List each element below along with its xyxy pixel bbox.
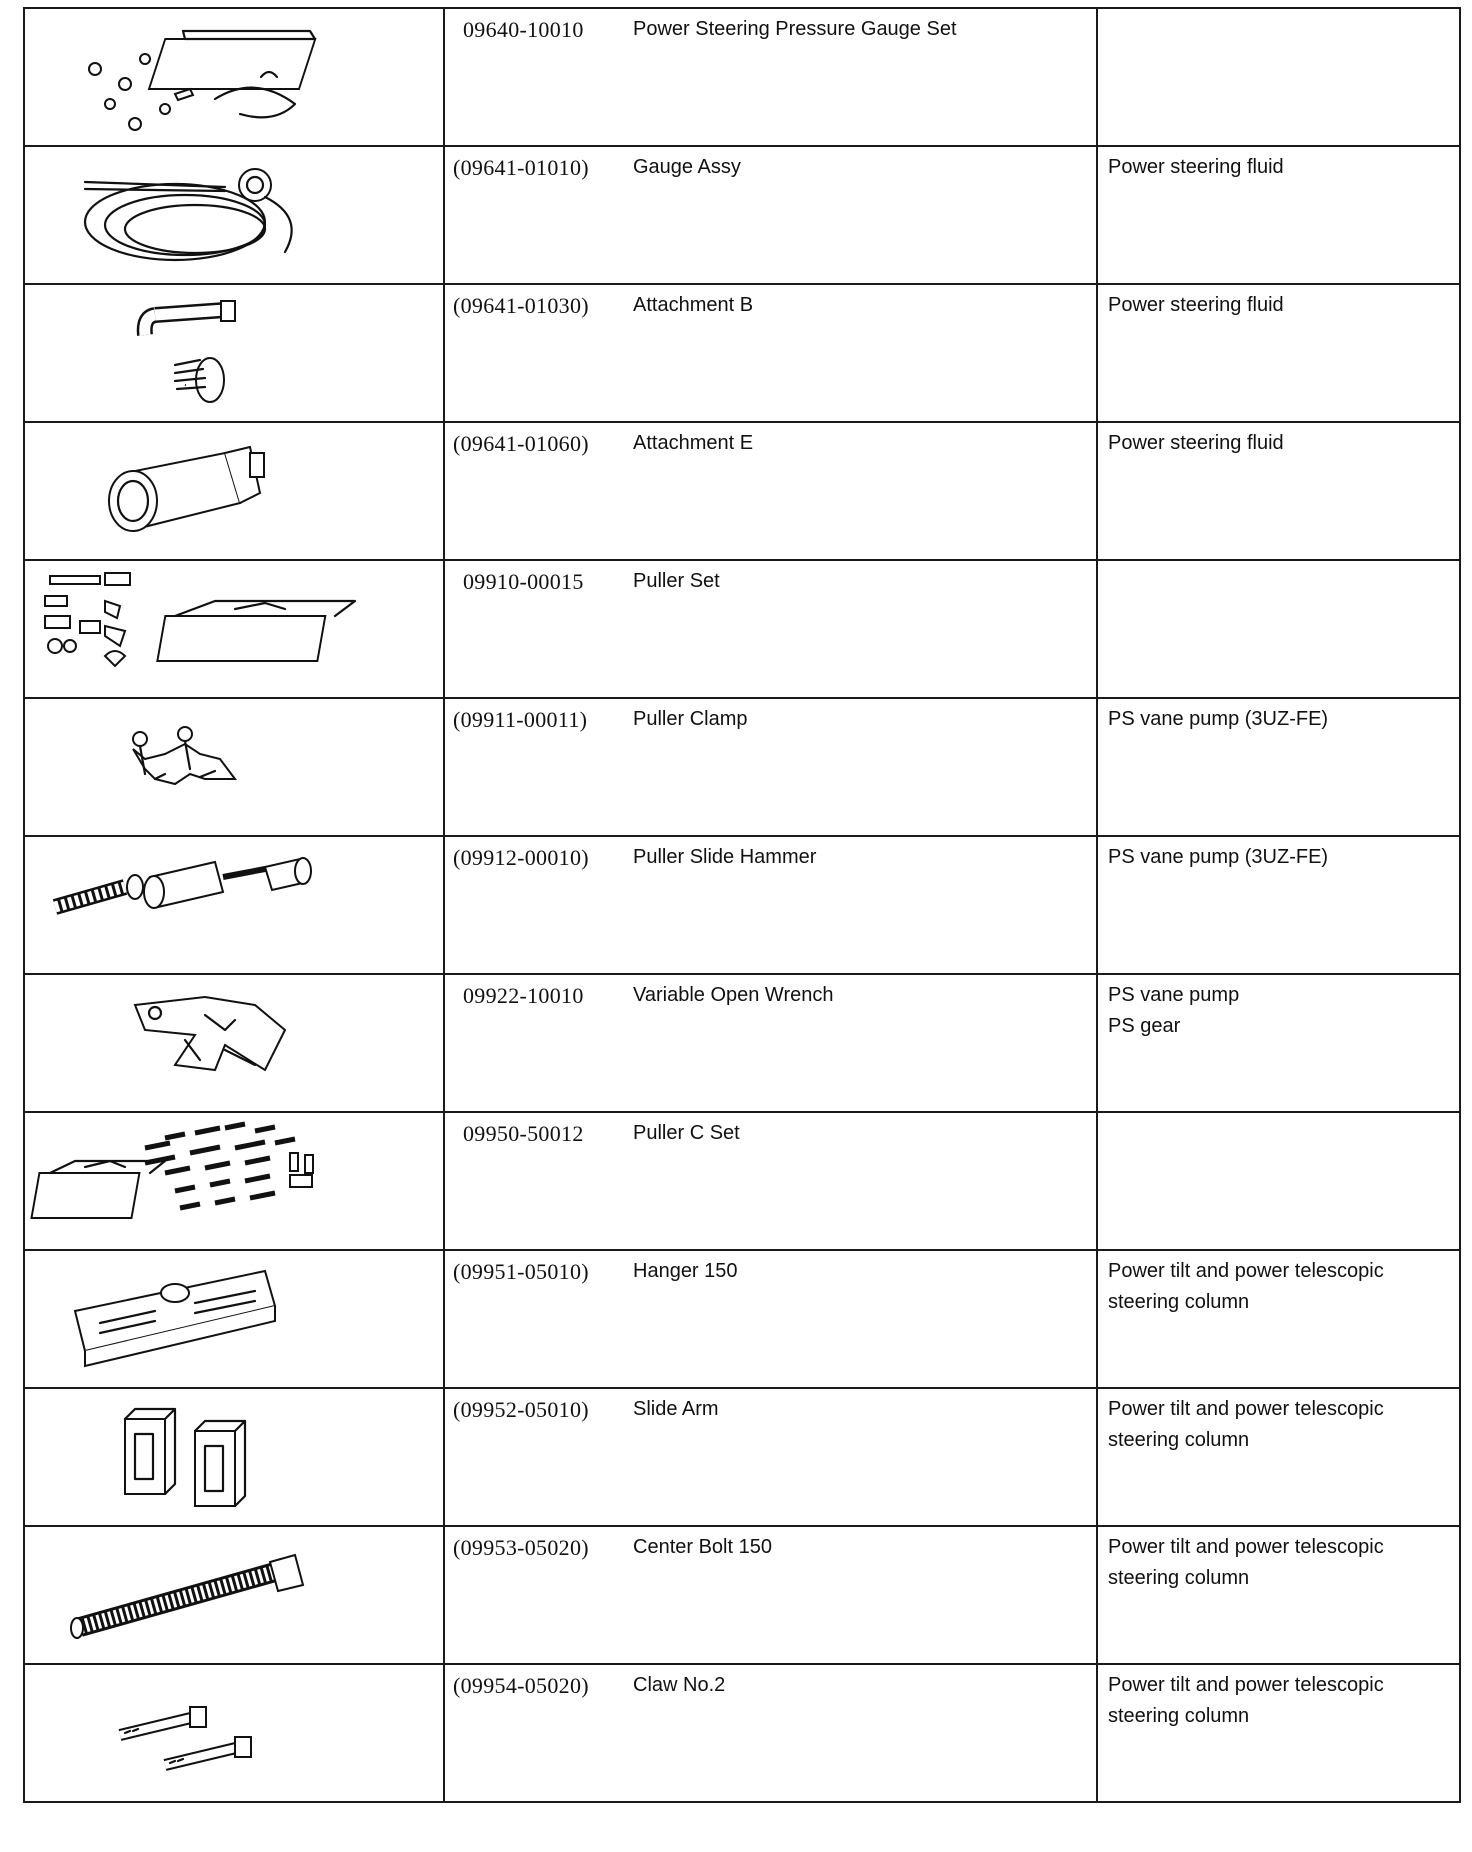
threaded-bolt-icon bbox=[25, 1527, 365, 1661]
tool-illustration-cell bbox=[24, 1664, 444, 1802]
tool-name: Puller Clamp bbox=[633, 708, 748, 730]
tool-illustration-cell bbox=[24, 560, 444, 698]
tool-name: Power Steering Pressure Gauge Set bbox=[633, 18, 957, 40]
usage-cell bbox=[1097, 560, 1460, 698]
table-row bbox=[24, 1526, 1460, 1664]
puller-clamp-icon bbox=[25, 699, 365, 833]
tool-name: Hanger 150 bbox=[633, 1260, 738, 1282]
tool-illustration-cell bbox=[24, 698, 444, 836]
tool-illustration-cell bbox=[24, 284, 444, 422]
tool-name: Puller C Set bbox=[633, 1122, 740, 1144]
usage-line: Power steering fluid bbox=[1108, 156, 1284, 178]
tool-name: Center Bolt 150 bbox=[633, 1536, 772, 1558]
tool-illustration-cell bbox=[24, 8, 444, 146]
gauge-set-case-icon bbox=[25, 9, 365, 143]
usage-line: Power tilt and power telescopic steering column bbox=[1108, 1536, 1384, 1589]
usage-cell bbox=[1097, 8, 1460, 146]
usage-cell bbox=[1097, 1526, 1460, 1664]
usage-cell bbox=[1097, 422, 1460, 560]
tool-name: Claw No.2 bbox=[633, 1674, 726, 1696]
tool-name: Puller Slide Hammer bbox=[633, 846, 817, 868]
part-number: (09641-01060) bbox=[453, 431, 589, 456]
gauge-hose-icon bbox=[25, 147, 365, 281]
table-row bbox=[24, 1112, 1460, 1250]
table-row bbox=[24, 422, 1460, 560]
part-cell bbox=[444, 422, 1097, 560]
part-number: (09911-00011) bbox=[453, 707, 588, 732]
usage-line: PS vane pump (3UZ-FE) bbox=[1108, 846, 1329, 868]
usage-line: Power tilt and power telescopic steering column bbox=[1108, 1260, 1384, 1313]
part-number: 09950-50012 bbox=[463, 1121, 584, 1146]
table-row bbox=[24, 1664, 1460, 1802]
part-cell bbox=[444, 560, 1097, 698]
usage-cell bbox=[1097, 1112, 1460, 1250]
part-cell bbox=[444, 1388, 1097, 1526]
hanger-bar-icon bbox=[25, 1251, 365, 1385]
slide-arm-blocks-icon bbox=[25, 1389, 365, 1523]
tool-illustration-cell bbox=[24, 1250, 444, 1388]
usage-line: Power tilt and power telescopic steering column bbox=[1108, 1674, 1384, 1727]
part-number: 09640-10010 bbox=[463, 17, 584, 42]
usage-cell bbox=[1097, 1388, 1460, 1526]
usage-cell bbox=[1097, 1250, 1460, 1388]
table-row bbox=[24, 8, 1460, 146]
part-number: (09641-01010) bbox=[453, 155, 589, 180]
tool-name: Attachment E bbox=[633, 432, 754, 454]
table-row bbox=[24, 1250, 1460, 1388]
part-number: (09641-01030) bbox=[453, 293, 589, 318]
tool-illustration-cell bbox=[24, 146, 444, 284]
table-row bbox=[24, 560, 1460, 698]
tool-name: Attachment B bbox=[633, 294, 754, 316]
usage-cell bbox=[1097, 836, 1460, 974]
part-cell bbox=[444, 1526, 1097, 1664]
tool-name: Puller Set bbox=[633, 570, 720, 592]
part-cell bbox=[444, 1664, 1097, 1802]
tool-illustration-cell bbox=[24, 974, 444, 1112]
part-cell bbox=[444, 836, 1097, 974]
tool-illustration-cell bbox=[24, 422, 444, 560]
part-number: (09954-05020) bbox=[453, 1673, 589, 1698]
bent-pipe-attachment-icon bbox=[25, 285, 365, 419]
usage-cell bbox=[1097, 146, 1460, 284]
usage-line: PS gear bbox=[1108, 1015, 1181, 1037]
part-cell bbox=[444, 698, 1097, 836]
part-number: (09952-05010) bbox=[453, 1397, 589, 1422]
usage-cell bbox=[1097, 974, 1460, 1112]
usage-cell bbox=[1097, 1664, 1460, 1802]
table-row bbox=[24, 146, 1460, 284]
usage-line: PS vane pump (3UZ-FE) bbox=[1108, 708, 1329, 730]
usage-cell bbox=[1097, 284, 1460, 422]
claw-bolts-icon bbox=[25, 1665, 365, 1799]
part-number: 09910-00015 bbox=[463, 569, 584, 594]
tool-illustration-cell bbox=[24, 836, 444, 974]
tool-name: Slide Arm bbox=[633, 1398, 719, 1420]
tool-illustration-cell bbox=[24, 1526, 444, 1664]
table-row bbox=[24, 974, 1460, 1112]
part-number: (09953-05020) bbox=[453, 1535, 589, 1560]
usage-line: PS vane pump bbox=[1108, 984, 1240, 1006]
tool-illustration-cell bbox=[24, 1388, 444, 1526]
part-cell bbox=[444, 974, 1097, 1112]
tool-name: Variable Open Wrench bbox=[633, 984, 834, 1006]
part-number: (09951-05010) bbox=[453, 1259, 589, 1284]
special-service-tools-table bbox=[23, 7, 1461, 1803]
part-number: 09922-10010 bbox=[463, 983, 584, 1008]
usage-line: Power steering fluid bbox=[1108, 432, 1284, 454]
open-wrench-icon bbox=[25, 975, 365, 1109]
tool-illustration-cell bbox=[24, 1112, 444, 1250]
part-cell bbox=[444, 146, 1097, 284]
tool-name: Gauge Assy bbox=[633, 156, 741, 178]
table-row bbox=[24, 1388, 1460, 1526]
usage-cell bbox=[1097, 698, 1460, 836]
puller-c-set-icon bbox=[25, 1113, 365, 1247]
table-row bbox=[24, 836, 1460, 974]
usage-line: Power tilt and power telescopic steering column bbox=[1108, 1398, 1384, 1451]
slide-hammer-icon bbox=[25, 837, 365, 971]
table-row bbox=[24, 284, 1460, 422]
part-cell bbox=[444, 8, 1097, 146]
part-cell bbox=[444, 1112, 1097, 1250]
part-cell bbox=[444, 1250, 1097, 1388]
part-number: (09912-00010) bbox=[453, 845, 589, 870]
hex-adapter-icon bbox=[25, 423, 365, 557]
puller-set-case-icon bbox=[25, 561, 365, 695]
part-cell bbox=[444, 284, 1097, 422]
table-row bbox=[24, 698, 1460, 836]
usage-line: Power steering fluid bbox=[1108, 294, 1284, 316]
